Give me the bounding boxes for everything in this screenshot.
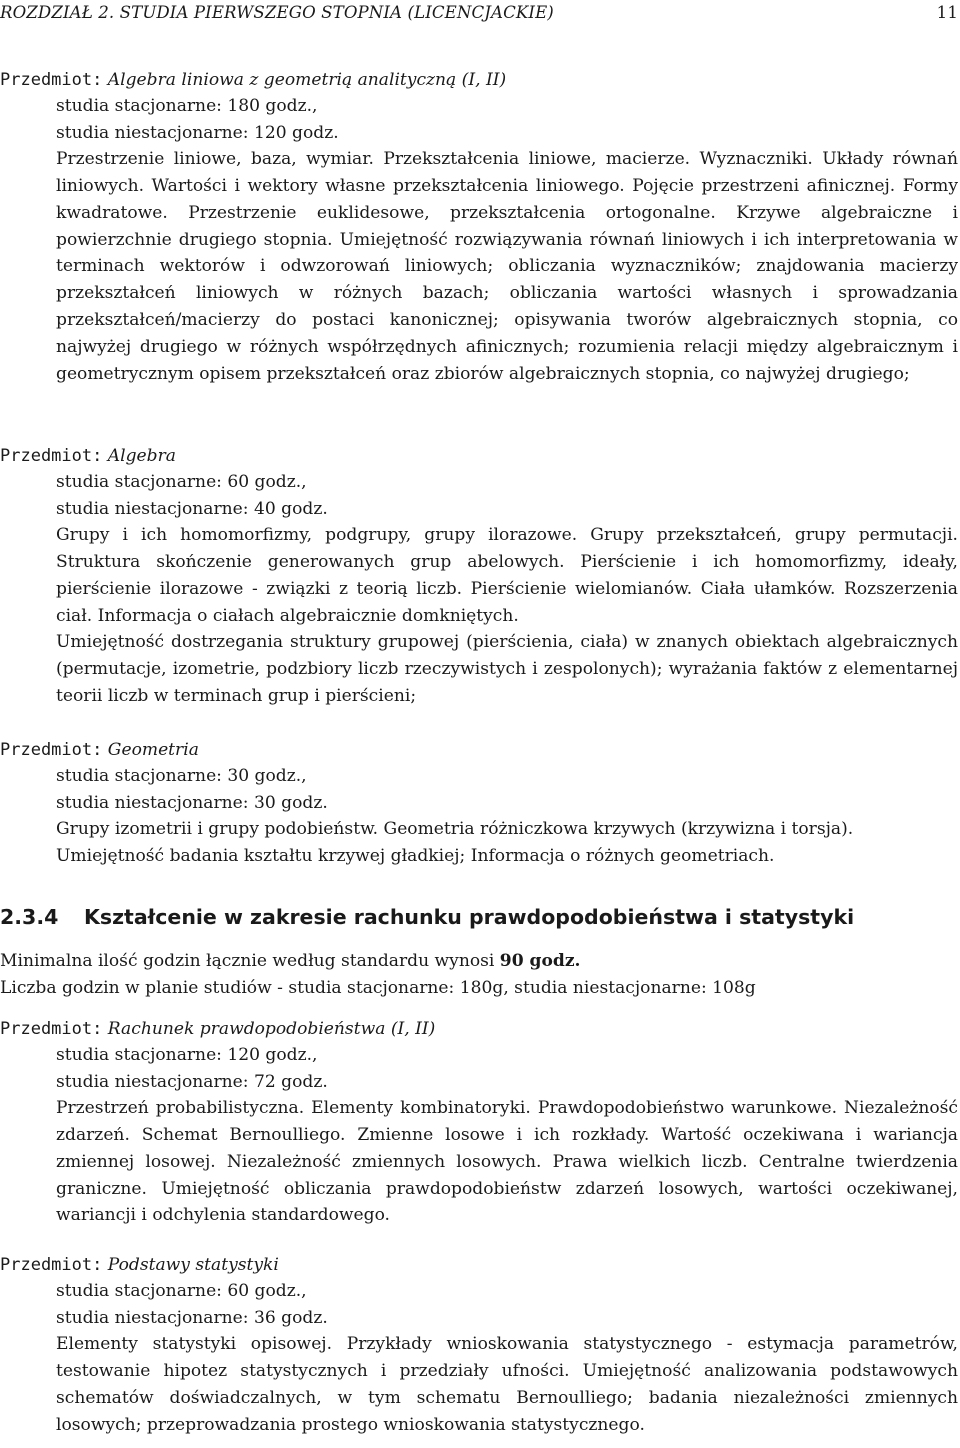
hours-stationary: studia stacjonarne: 60 godz.,: [56, 1281, 307, 1301]
section-number: 2.3.4: [0, 905, 59, 929]
subject-content: Przestrzeń probabilistyczna. Elementy kombinatoryki. Prawdopodobieństwo warunkowe. Niezależność zdarzeń. Schemat Bernoulliego. Zmienne losowe i ich rozkłady. Wartość oczekiwana i wariancja zmiennej losowej. Niezależność zmiennych losowych. Prawa wielkich liczb. Centralne twierdzenia graniczne. Umiejętność obliczania prawdopodobieństw zdarzeń losowych, wartości oczekiwanej, wariancji i odchylenia standardowego.: [56, 1098, 958, 1226]
plan-hours-line: Liczba godzin w planie studiów - studia stacjonarne: 180g, studia niestacjonarne: 108g: [0, 978, 756, 998]
subject-label: Przedmiot:: [0, 1255, 103, 1275]
section-heading: [0, 900, 958, 934]
subject-title: [0, 1016, 958, 1042]
min-hours-value: 90 godz.: [499, 951, 581, 971]
subject-block: [0, 737, 958, 870]
min-hours-line: [0, 948, 958, 975]
subject-body: [56, 93, 958, 387]
subject-label: Przedmiot:: [0, 70, 103, 90]
hours-extramural: studia niestacjonarne: 120 godz.: [56, 122, 339, 143]
section-title: Kształcenie w zakresie rachunku prawdopodobieństwa i statystyki: [84, 905, 855, 929]
subject-block: [0, 443, 958, 710]
subject-name: Rachunek prawdopodobieństwa (I, II): [107, 1019, 436, 1039]
subject-block: [0, 67, 958, 387]
subject-title: [0, 1252, 958, 1278]
subject-block: [0, 1016, 958, 1229]
subject-label: Przedmiot:: [0, 1019, 103, 1039]
subject-title: [0, 67, 958, 93]
subject-title: [0, 737, 958, 763]
subject-name: Geometria: [107, 740, 199, 760]
subject-content-skills: Umiejętność dostrzegania struktury grupowej (pierścienia, ciała) w znanych obiektach algebraicznych (permutacje, izometrie, podzbiory liczb rzeczywistych i zespolonych); wyrażania faktów z elementarnej teorii liczb w terminach grup i pierścieni;: [56, 632, 958, 706]
subject-content: Grupy i ich homomorfizmy, podgrupy, grupy ilorazowe. Grupy przekształceń, grupy permutacji. Struktura skończenie generowanych grup abelowych. Pierścienie i ich homomorfizmy, ideały, pierścienie ilorazowe - związki z teorią liczb. Pierścienie wielomianów. Ciała ułamków. Rozszerzenia ciał. Informacja o ciałach algebraicznie domkniętych.: [56, 525, 958, 626]
subject-label: Przedmiot:: [0, 446, 103, 466]
subject-body: [56, 469, 958, 710]
hours-extramural: studia niestacjonarne: 30 godz.: [56, 792, 328, 813]
subject-block: [0, 1252, 958, 1438]
subject-body: [56, 763, 958, 870]
hours-stationary: studia stacjonarne: 180 godz.,: [56, 96, 318, 116]
subject-name: Algebra liniowa z geometrią analityczną (I, II): [107, 70, 507, 90]
min-hours-text: Minimalna ilość godzin łącznie według standardu wynosi: [0, 951, 500, 971]
subject-body: [56, 1042, 958, 1229]
hours-extramural: studia niestacjonarne: 72 godz.: [56, 1071, 328, 1092]
hours-stationary: studia stacjonarne: 120 godz.,: [56, 1045, 318, 1065]
subject-name: Podstawy statystyki: [107, 1255, 279, 1275]
subject-content-skills: Umiejętność badania kształtu krzywej gładkiej; Informacja o różnych geometriach.: [56, 845, 775, 866]
subject-title: [0, 443, 958, 469]
subject-content: Elementy statystyki opisowej. Przykłady wnioskowania statystycznego - estymacja parametrów, testowanie hipotez statystycznych i przedziały ufności. Umiejętność analizowania podstawowych schematów doświadczalnych, w tym schematu Bernoulliego; badania niezależności zmiennych losowych; przeprowadzania prostego wnioskowania statystycznego.: [56, 1334, 958, 1435]
chapter-title: ROZDZIAŁ 2. STUDIA PIERWSZEGO STOPNIA (LICENCJACKIE): [0, 3, 554, 22]
page-number: 11: [936, 3, 958, 22]
hours-extramural: studia niestacjonarne: 40 godz.: [56, 498, 328, 519]
hours-extramural: studia niestacjonarne: 36 godz.: [56, 1307, 328, 1328]
hours-stationary: studia stacjonarne: 30 godz.,: [56, 766, 307, 786]
running-header: [0, 0, 958, 26]
hours-stationary: studia stacjonarne: 60 godz.,: [56, 472, 307, 492]
subject-body: [56, 1278, 958, 1438]
subject-content: Przestrzenie liniowe, baza, wymiar. Przekształcenia liniowe, macierze. Wyznaczniki. Układy równań liniowych. Wartości i wektory własne przekształcenia liniowego. Pojęcie przestrzeni afinicznej. Formy kwadratowe. Przestrzenie euklidesowe, przekształcenia ortogonalne. Krzywe algebraiczne i powierzchnie drugiego stopnia. Umiejętność rozwiązywania równań liniowych i ich interpretowania w terminach wektorów i odwzorowań liniowych; obliczania wyznaczników; znajdowania macierzy przekształceń liniowych w różnych bazach; obliczania wartości własnych i sprowadzania przekształceń/macierzy do postaci kanonicznej; opisywania tworów algebraicznych stopnia, co najwyżej drugiego w różnych współrzędnych afinicznych; rozumienia relacji między algebraicznym i geometrycznym opisem przekształceń oraz zbiorów algebraicznych stopnia, co najwyżej drugiego;: [56, 149, 958, 384]
subject-content: Grupy izometrii i grupy podobieństw. Geometria różniczkowa krzywych (krzywizna i torsja).: [56, 819, 854, 840]
subject-label: Przedmiot:: [0, 740, 103, 760]
subject-name: Algebra: [107, 446, 176, 466]
